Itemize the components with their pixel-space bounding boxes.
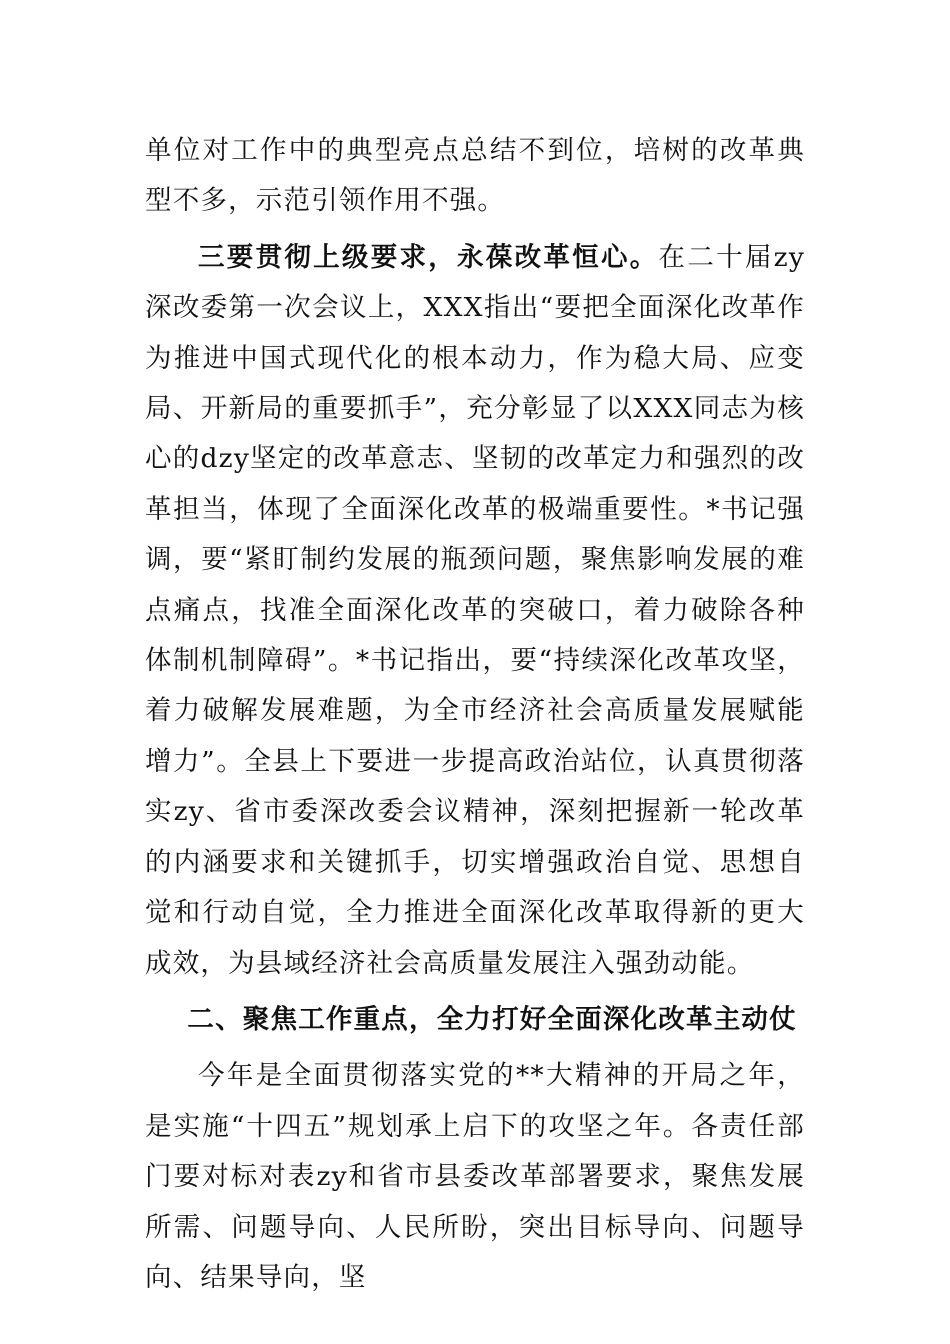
paragraph-continuation: 单位对工作中的典型亮点总结不到位，培树的改革典型不多，示范引领作用不强。 (145, 135, 805, 217)
document-page (145, 126, 805, 1303)
paragraph-lead-bold: 三要贯彻上级要求，永葆改革恒心。 (198, 241, 659, 273)
paragraph-intro: 今年是全面贯彻落实党的**大精神的开局之年，是实施“十四五”规划承上启下的攻坚之年。各责任部门要对标对表zy和省市县委改革部署要求，聚焦发展所需、问题导向、人民所盼，突出目标导向、问题导向、结果导向，坚 (145, 1060, 805, 1293)
paragraph-body: 在二十届zy深改委第一次会议上，XXX指出“要把全面深化改革作为推进中国式现代化的根本动力，作为稳大局、应变局、开新局的重要抓手”，充分彰显了以XXX同志为核心的dzy坚定的改革意志、坚韧的改革定力和强烈的改革担当，体现了全面深化改革的极端重要性。*书记强调，要“紧盯制约发展的瓶颈问题，聚焦影响发展的难点痛点，找准全面深化改革的突破口，着力破除各种体制机制障碍”。*书记指出，要“持续深化改革攻坚，着力破解发展难题，为全市经济社会高质量发展赋能增力”。全县上下要进一步提高政治站位，认真贯彻落实zy、省市委深改委会议精神，深刻把握新一轮改革的内涵要求和关键抓手，切实增强政治自觉、思想自觉和行动自觉，全力推进全面深化改革取得新的更大成效，为县域经济社会高质量发展注入强劲动能。 (145, 241, 805, 979)
section-heading: 二、聚焦工作重点，全力打好全面深化改革主动仗 (187, 1003, 797, 1035)
paragraph-section-three (145, 233, 805, 989)
